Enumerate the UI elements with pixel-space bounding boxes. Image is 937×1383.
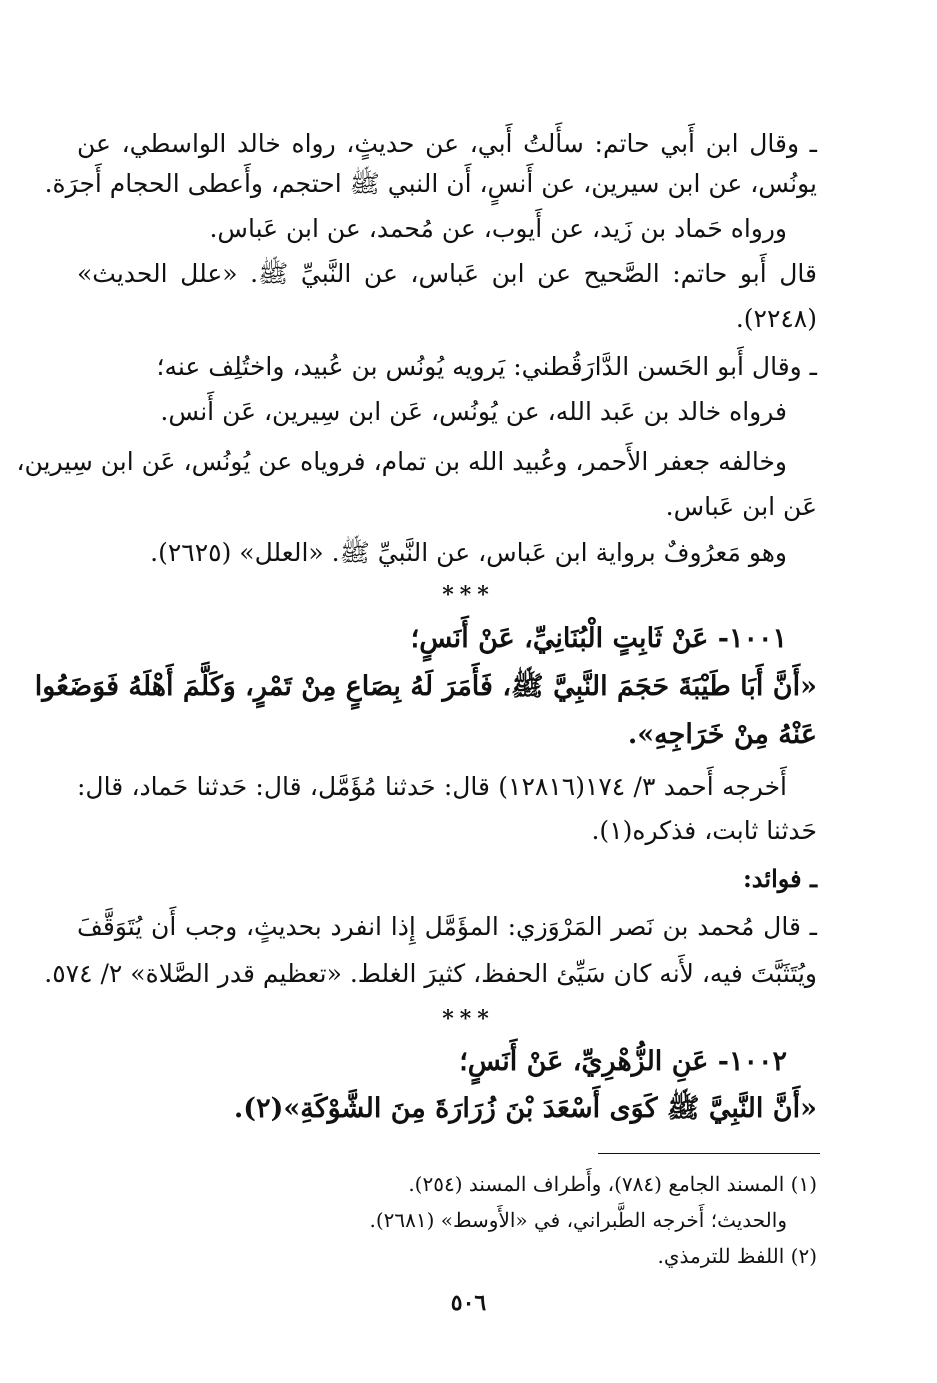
text-line: وهو مَعرُوفٌ برواية ابن عَباس، عن النَّبيِّ ﷺ. «العلل» (٢٦٢٥). (150, 538, 787, 567)
text-line: قال أَبو حاتم: الصَّحيح عن ابن عَباس، عن النَّبيِّ ﷺ. «علل الحديث» (77, 259, 817, 288)
text-line: فرواه خالد بن عَبد الله، عن يُونُس، عَن ابن سِيرين، عَن أَنس. (160, 397, 787, 426)
text-line: ـ قال مُحمد بن نَصر المَرْوَزي: المؤَمَّل إِذا انفرد بحديثٍ، وجب أَن يُتَوَقَّفَ (77, 912, 817, 941)
hadith-text: «أَنَّ أَبَا طَيْبَةَ حَجَمَ النَّبِيَّ ﷺ، فَأَمَرَ لَهُ بِصَاعٍ مِنْ تَمْرٍ، وَكَلَّمَ أَهْلَهُ فَوَضَعُوا (34, 671, 817, 702)
hadith-text: «أَنَّ النَّبِيَّ ﷺ كَوَى أَسْعَدَ بْنَ زُرَارَةَ مِنَ الشَّوْكَةِ»(٢). (233, 1093, 817, 1124)
footnote: (٢) اللفظ للترمذي. (657, 1244, 817, 1268)
page-number: ٥٠٦ (450, 1290, 487, 1316)
footnote: والحديث؛ أَخرجه الطَّبراني، في «الأَوسط» (٢٦٨١). (369, 1208, 787, 1232)
text-line: (٢٢٤٨). (735, 304, 817, 333)
text-line: ـ وقال ابن أَبي حاتم: سأَلتُ أَبي، عن حديثٍ، رواه خالد الواسطي، عن (77, 129, 817, 158)
hadith-heading: ١٠٠٢- عَنِ الزُّهْرِيِّ، عَنْ أَنَسٍ؛ (459, 1046, 787, 1077)
text-line: أَخرجه أَحمد ٣/ ١٧٤(١٢٨١٦) قال: حَدثنا مُؤَمَّل، قال: حَدثنا حَماد، قال: (77, 772, 788, 801)
text-line: ـ وقال أَبو الحَسن الدَّارَقُطني: يَرويه يُونُس بن عُبيد، واختُلِف عنه؛ (156, 352, 817, 381)
section-separator: *** (442, 582, 495, 608)
text-line: حَدثنا ثابت، فذكره(١). (591, 816, 817, 845)
text-line: عَن ابن عَباس. (665, 492, 817, 521)
text-line: وخالفه جعفر الأَحمر، وعُبيد الله بن تمام، فروياه عن يُونُس، عَن ابن سِيرين، (16, 447, 787, 476)
text-line: ويُتَثَبَّتَ فيه، لأَنه كان سَيِّئ الحفظ، كثيرَ الغلط. «تعظيم قدر الصَّلاة» ٢/ ٥٧٤. (44, 959, 817, 988)
footnote: (١) المسند الجامع (٧٨٤)، وأَطراف المسند (٢٥٤). (408, 1172, 817, 1196)
text-line: ورواه حَماد بن زَيد، عن أَيوب، عن مُحمد، عن ابن عَباس. (209, 214, 787, 243)
hadith-text: عَنْهُ مِنْ خَرَاجِهِ». (627, 719, 817, 750)
text-line: يونُس، عن ابن سيرين، عن أَنسٍ، أَن النبي ﷺ احتجم، وأَعطى الحجام أَجرَة. (44, 169, 817, 198)
hadith-heading: ١٠٠١- عَنْ ثَابِتٍ الْبُنَانِيِّ، عَنْ أَنَسٍ؛ (410, 623, 787, 654)
footnote-divider (598, 1153, 820, 1154)
section-heading: ـ فوائد: (742, 864, 817, 893)
section-separator: *** (442, 1006, 495, 1032)
